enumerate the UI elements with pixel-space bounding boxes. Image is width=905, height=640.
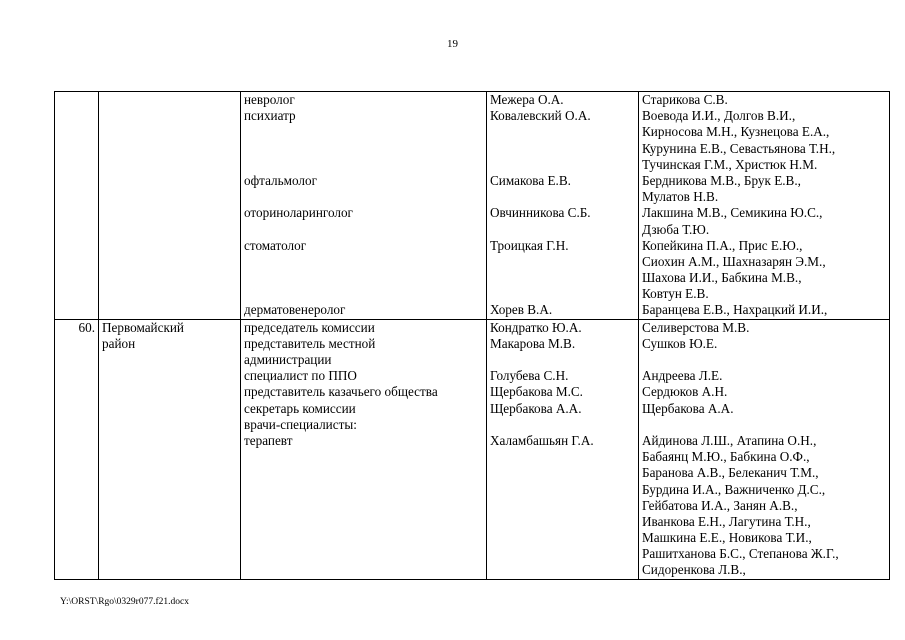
chair-line: Щербакова А.А. bbox=[490, 400, 582, 416]
footer-file-path: Y:\ORST\Rgo\0329r077.f21.docx bbox=[60, 597, 189, 607]
row-number-cell bbox=[55, 92, 99, 320]
page-number: 19 bbox=[447, 38, 458, 50]
district-cell bbox=[99, 92, 241, 320]
members-line: Бабаянц М.Ю., Бабкина О.Ф., bbox=[642, 449, 810, 465]
members-line: Дзюба Т.Ю. bbox=[642, 221, 710, 237]
members-line: Копейкина П.А., Прис Е.Ю., bbox=[642, 237, 803, 253]
chair-line: Голубева С.Н. bbox=[490, 368, 569, 384]
district-line: Первомайский bbox=[102, 319, 184, 335]
members-line bbox=[642, 352, 886, 368]
members-line: Машкина Е.Е., Новикова Т.И., bbox=[642, 530, 812, 546]
position-line: психиатр bbox=[244, 108, 296, 124]
row-number-line bbox=[58, 92, 95, 108]
members-line: Щербакова А.А. bbox=[642, 400, 734, 416]
chair-line: Макарова М.В. bbox=[490, 335, 576, 351]
chair-line bbox=[490, 286, 635, 302]
members-line: Курунина Е.В., Севастьянова Т.Н., bbox=[642, 140, 836, 156]
members-line: Гейбатова И.А., Занян А.В., bbox=[642, 497, 798, 513]
members-line: Айдинова Л.Ш., Атапина О.Н., bbox=[642, 432, 817, 448]
chair-line: Троицкая Г.Н. bbox=[490, 237, 569, 253]
members-line: Бурдина И.А., Важниченко Д.С., bbox=[642, 481, 826, 497]
row-number-cell bbox=[55, 319, 99, 579]
chair-line: Симакова Е.В. bbox=[490, 172, 571, 188]
members-line: Андреева Л.Е. bbox=[642, 368, 723, 384]
chair-line bbox=[490, 417, 635, 433]
position-line bbox=[244, 157, 483, 173]
members-cell bbox=[639, 92, 890, 320]
chair-line bbox=[490, 352, 635, 368]
position-line: представитель казачьего общества bbox=[244, 384, 438, 400]
chair-line: Межера О.А. bbox=[490, 92, 564, 107]
position-line: представитель местной bbox=[244, 335, 376, 351]
members-line: Сидоренкова Л.В., bbox=[642, 562, 746, 578]
members-line: Кирносова М.Н., Кузнецова Е.А., bbox=[642, 124, 830, 140]
members-line: Рашитханова Б.С., Степанова Ж.Г., bbox=[642, 546, 839, 562]
position-line: врачи-специалисты: bbox=[244, 416, 357, 432]
position-cell bbox=[241, 319, 487, 579]
chair-line bbox=[490, 270, 635, 286]
position-line: офтальмолог bbox=[244, 172, 317, 188]
position-line: терапевт bbox=[244, 432, 293, 448]
chair-line bbox=[490, 189, 635, 205]
position-line: дерматовенеролог bbox=[244, 302, 346, 318]
district-line: район bbox=[102, 335, 136, 351]
chair-cell bbox=[487, 92, 639, 320]
chair-line: Ковалевский О.А. bbox=[490, 108, 591, 124]
chair-line bbox=[490, 254, 635, 270]
commission-table bbox=[54, 91, 890, 580]
chair-line: Овчинникова С.Б. bbox=[490, 205, 591, 221]
position-line bbox=[244, 254, 483, 270]
chair-line bbox=[490, 124, 635, 140]
chair-line: Хорев В.А. bbox=[490, 302, 553, 318]
members-line: Воевода И.И., Долгов В.И., bbox=[642, 108, 796, 124]
members-line: Тучинская Г.М., Христюк Н.М. bbox=[642, 156, 818, 172]
position-line: стоматолог bbox=[244, 237, 307, 253]
members-line: Лакшина М.В., Семикина Ю.С., bbox=[642, 205, 823, 221]
district-cell bbox=[99, 319, 241, 579]
members-line: Иванкова Е.Н., Лагутина Т.Н., bbox=[642, 513, 811, 529]
chair-line bbox=[490, 141, 635, 157]
position-line bbox=[244, 286, 483, 302]
position-line bbox=[244, 270, 483, 286]
chair-line: Щербакова М.С. bbox=[490, 384, 583, 400]
position-line bbox=[244, 124, 483, 140]
position-line bbox=[244, 141, 483, 157]
members-line: Шахова И.И., Бабкина М.В., bbox=[642, 270, 802, 286]
position-line: специалист по ППО bbox=[244, 368, 357, 384]
position-line: невролог bbox=[244, 92, 295, 107]
position-line bbox=[244, 189, 483, 205]
chair-line bbox=[490, 157, 635, 173]
members-line: Бердникова М.В., Брук Е.В., bbox=[642, 172, 801, 188]
position-line: секретарь комиссии bbox=[244, 400, 356, 416]
members-line: Баранова А.В., Белеканич Т.М., bbox=[642, 465, 819, 481]
members-cell bbox=[639, 319, 890, 579]
members-line: Ковтун Е.В. bbox=[642, 286, 709, 302]
chair-line: Кондратко Ю.А. bbox=[490, 319, 582, 335]
position-cell bbox=[241, 92, 487, 320]
chair-cell bbox=[487, 319, 639, 579]
chair-line bbox=[490, 222, 635, 238]
position-line: председатель комиссии bbox=[244, 319, 375, 335]
members-line: Сушков Ю.Е. bbox=[642, 335, 718, 351]
members-line: Сиохин А.М., Шахназарян Э.М., bbox=[642, 253, 826, 269]
position-line: администрации bbox=[244, 352, 332, 367]
row-number-line: 60. bbox=[78, 319, 95, 335]
members-line bbox=[642, 417, 886, 433]
members-line: Мулатов Н.В. bbox=[642, 189, 719, 205]
members-line: Баранцева Е.В., Нахрацкий И.И., bbox=[642, 302, 828, 318]
table-row bbox=[55, 319, 890, 579]
members-line: Сердюков А.Н. bbox=[642, 384, 728, 400]
table-row bbox=[55, 92, 890, 320]
chair-line: Халамбашьян Г.А. bbox=[490, 432, 594, 448]
position-line bbox=[244, 222, 483, 238]
position-line: оториноларинголог bbox=[244, 205, 353, 221]
members-line: Селиверстова М.В. bbox=[642, 319, 750, 335]
members-line: Старикова С.В. bbox=[642, 92, 728, 107]
